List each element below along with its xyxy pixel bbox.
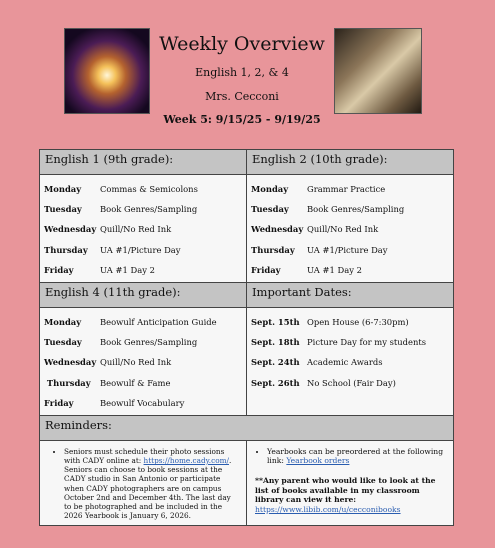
reminders-heading: Reminders:	[40, 415, 454, 440]
english4-heading: English 4 (11th grade):	[40, 282, 247, 307]
page-title: Weekly Overview	[159, 33, 325, 55]
quill-ink-image	[334, 28, 422, 114]
topic-label: Book Genres/Sampling	[307, 204, 405, 215]
week-range: Week 5: 9/15/25 - 9/19/25	[163, 113, 321, 126]
topic-label: Quill/No Red Ink	[100, 224, 172, 235]
day-label: Thursday	[44, 377, 91, 388]
schedule-row	[44, 179, 242, 199]
schedule-row	[251, 260, 449, 280]
date-label: Sept. 26th	[251, 377, 300, 388]
day-label: Friday	[44, 264, 74, 275]
date-label: Sept. 18th	[251, 337, 300, 348]
date-row	[251, 332, 449, 352]
dates-list	[247, 307, 454, 415]
topic-label: Book Genres/Sampling	[100, 204, 198, 215]
english1-heading: English 1 (9th grade):	[40, 150, 247, 175]
schedule-row	[251, 199, 449, 219]
course-subtitle: English 1, 2, & 4	[195, 66, 289, 79]
date-row	[251, 373, 449, 393]
schedule-row	[44, 260, 242, 280]
event-label: Picture Day for my students	[307, 337, 427, 348]
schedule-row	[44, 332, 242, 352]
topic-label: UA #1/Picture Day	[307, 244, 388, 255]
schedule-row	[251, 219, 449, 239]
english4-schedule	[40, 307, 247, 415]
event-label: No School (Fair Day)	[307, 377, 396, 388]
reminder-text: Seniors must schedule their photo sessions with CADY online at:	[64, 446, 225, 466]
topic-label: Beowulf & Fame	[100, 377, 171, 388]
teacher-name: Mrs. Cecconi	[205, 90, 279, 103]
magic-book-image	[64, 28, 150, 114]
day-label: Tuesday	[251, 204, 289, 215]
topic-label: Book Genres/Sampling	[100, 337, 198, 348]
day-label: Monday	[44, 184, 82, 195]
day-label: Wednesday	[44, 224, 97, 235]
day-label: Wednesday	[44, 357, 97, 368]
reminders-left	[40, 440, 247, 525]
topic-label: UA #1/Picture Day	[100, 244, 181, 255]
english2-schedule	[247, 175, 454, 283]
day-label: Monday	[44, 317, 82, 328]
event-label: Academic Awards	[307, 357, 383, 368]
senior-photo-reminder	[64, 447, 240, 521]
date-row	[251, 312, 449, 332]
schedule-row	[44, 240, 242, 260]
schedule-row	[44, 312, 242, 332]
topic-label: Grammar Practice	[307, 184, 386, 195]
day-label: Thursday	[251, 244, 295, 255]
date-row	[251, 352, 449, 372]
day-label: Thursday	[44, 244, 88, 255]
schedule-row	[44, 373, 242, 393]
topic-label: Commas & Semicolons	[100, 184, 198, 195]
yearbook-reminder	[267, 447, 447, 466]
date-label: Sept. 24th	[251, 357, 300, 368]
libib-link[interactable]: https://www.libib.com/u/cecconibooks	[255, 504, 401, 514]
schedule-row	[251, 179, 449, 199]
yearbook-orders-link[interactable]: Yearbook orders	[286, 456, 350, 466]
schedule-row	[251, 240, 449, 260]
topic-label: Quill/No Red Ink	[100, 357, 172, 368]
event-label: Open House (6-7:30pm)	[307, 317, 409, 328]
topic-label: Beowulf Anticipation Guide	[100, 317, 217, 328]
day-label: Tuesday	[44, 204, 82, 215]
library-note-text: **Any parent who would like to look at the list of books available in my classroom library can view it here:	[255, 476, 436, 505]
schedule-row	[44, 199, 242, 219]
day-label: Monday	[251, 184, 289, 195]
schedule-row	[44, 352, 242, 372]
topic-label: UA #1 Day 2	[100, 264, 155, 275]
reminders-right	[247, 440, 454, 525]
overview-table	[39, 149, 454, 526]
day-label: Tuesday	[44, 337, 82, 348]
topic-label: Beowulf Vocabulary	[100, 397, 185, 408]
cady-link[interactable]: https://home.cady.com/	[143, 456, 229, 466]
dates-heading: Important Dates:	[247, 282, 454, 307]
english1-schedule	[40, 175, 247, 283]
day-label: Friday	[44, 397, 74, 408]
day-label: Friday	[251, 264, 281, 275]
day-label: Wednesday	[251, 224, 304, 235]
schedule-row	[44, 219, 242, 239]
english2-heading: English 2 (10th grade):	[247, 150, 454, 175]
topic-label: Quill/No Red Ink	[307, 224, 379, 235]
library-note	[255, 476, 447, 514]
reminder-text-cont: . Seniors can choose to book sessions at the CADY studio in San Antonio or participate when CADY photographers are on campus October 2nd and December 4th. The last day to be photographed and be included in the 2026 Yearbook is January 6, 2026.	[64, 456, 232, 521]
schedule-row	[44, 393, 242, 413]
date-label: Sept. 15th	[251, 317, 300, 328]
yearbook-text: Yearbooks can be preordered at the following link:	[267, 446, 444, 466]
topic-label: UA #1 Day 2	[307, 264, 362, 275]
